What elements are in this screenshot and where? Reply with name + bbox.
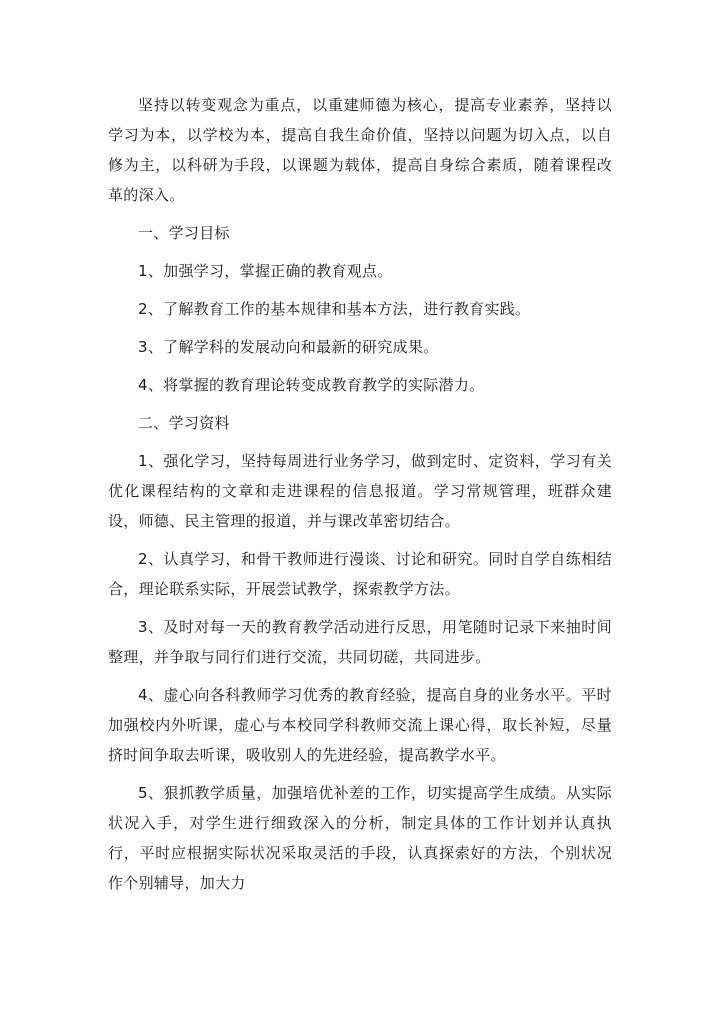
section-2-item-1: 1、强化学习，坚持每周进行业务学习，做到定时、定资料，学习有关优化课程结构的文章和走进课程的信息报道。学习常规管理，班群众建设，师德、民主管理的报道，并与课改革密切结合。 xyxy=(108,452,612,530)
section-2-item-2: 2、认真学习，和骨干教师进行漫谈、讨论和研究。同时自学自练相结合，理论联系实际，开展尝试教学，探索教学方法。 xyxy=(108,550,612,598)
section-2-item-3: 3、及时对每一天的教育教学活动进行反思，用笔随时记录下来抽时间整理，并争取与同行们进行交流，共同切磋，共同进步。 xyxy=(108,618,612,666)
section-1-item-1: 1、加强学习，掌握正确的教育观点。 xyxy=(138,262,393,280)
section-2-item-5: 5、狠抓教学质量，加强培优补差的工作，切实提高学生成绩。从实际状况入手，对学生进行细致深入的分析，制定具体的工作计划并认真执行，平时应根据实际状况采取灵活的手段，认真探索好的方法，个别状况作个别辅导，加大力 xyxy=(108,784,612,892)
section-1-item-4: 4、将掌握的教育理论转变成教育教学的实际潜力。 xyxy=(138,376,485,394)
intro-paragraph: 坚持以转变观念为重点，以重建师德为核心，提高专业素养，坚持以学习为本，以学校为本，提高自我生命价值，坚持以问题为切入点，以自修为主，以科研为手段，以课题为载体，提高自身综合素质，随着课程改革的深入。 xyxy=(108,96,612,204)
document-body xyxy=(108,90,612,898)
section-1-heading: 一、学习目标 xyxy=(138,224,230,242)
section-1-item-3: 3、了解学科的发展动向和最新的研究成果。 xyxy=(138,338,439,356)
section-2-heading: 二、学习资料 xyxy=(138,414,230,432)
section-2-item-4: 4、虚心向各科教师学习优秀的教育经验，提高自身的业务水平。平时加强校内外听课，虚心与本校同学科教师交流上课心得，取长补短，尽量挤时间争取去听课，吸收别人的先进经验，提高教学水平。 xyxy=(108,686,612,764)
section-1-item-2: 2、了解教育工作的基本规律和基本方法，进行教育实践。 xyxy=(138,300,531,318)
